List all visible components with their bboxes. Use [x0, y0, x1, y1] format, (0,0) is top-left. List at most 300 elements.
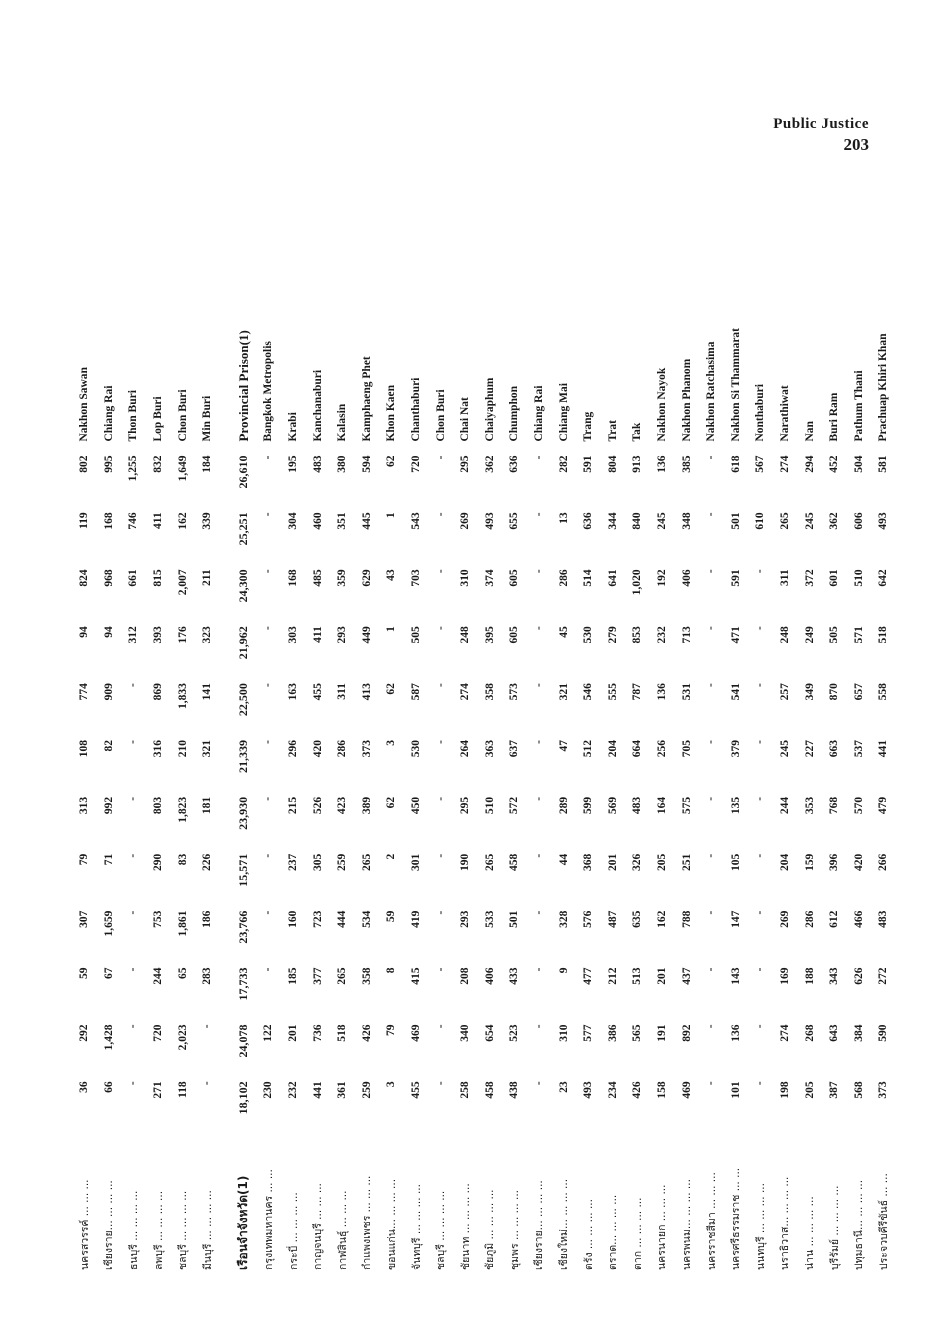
value-cell: 788: [680, 910, 693, 928]
value-cell: -: [262, 512, 275, 517]
value-cell: 629: [360, 569, 373, 587]
value-cell: 471: [729, 626, 742, 644]
value-cell: 248: [459, 626, 472, 644]
value-cell: 483: [311, 455, 324, 473]
value-cell: -: [262, 910, 275, 915]
value-cell: 13: [557, 512, 570, 524]
value-cell: 136: [729, 1024, 742, 1042]
value-cell: 349: [803, 683, 816, 701]
value-cell: -: [262, 853, 275, 858]
value-cell: 591: [582, 455, 595, 473]
value-cell: 577: [582, 1024, 595, 1042]
value-cell: 530: [582, 626, 595, 644]
value-cell: 256: [655, 739, 668, 758]
value-cell: 555: [606, 683, 619, 701]
value-cell: 768: [828, 796, 841, 815]
value-cell: -: [705, 910, 718, 915]
value-cell: 195: [287, 455, 300, 473]
value-cell: 3: [385, 1081, 398, 1088]
value-cell: 567: [754, 455, 767, 473]
value-cell: 59: [78, 967, 91, 980]
value-cell: 136: [655, 683, 668, 701]
value-cell: 373: [877, 1081, 890, 1099]
value-cell: 232: [655, 626, 668, 644]
table-row: [773, 190, 798, 1270]
value-cell: 389: [360, 796, 373, 815]
running-title: Public Justice: [773, 116, 869, 132]
value-cell: -: [754, 796, 767, 801]
thai-label: ตราด... ... ... ...: [607, 1194, 620, 1270]
value-cell: 445: [360, 512, 373, 530]
value-cell: -: [705, 569, 718, 574]
table-row: [699, 190, 724, 1270]
value-cell: 1,649: [176, 455, 189, 482]
value-cell: 610: [754, 512, 767, 530]
value-cell: 321: [557, 683, 570, 701]
english-label: Nakhon Nayok: [655, 367, 668, 442]
value-cell: 736: [311, 1024, 324, 1042]
value-cell: 186: [201, 910, 214, 928]
value-cell: 245: [778, 739, 791, 758]
thai-label: ประจวบคีรีขันธ์ ... ...: [877, 1173, 890, 1270]
english-label: Nakhon Ratchasima: [705, 341, 718, 442]
table-row: [822, 190, 847, 1270]
value-cell: 612: [828, 910, 841, 928]
value-cell: -: [127, 1081, 140, 1086]
thai-label: ชุมพร ... ... ... ...: [508, 1189, 521, 1270]
value-cell: 968: [102, 569, 115, 587]
thai-label: นครนายก ... ... ...: [656, 1184, 669, 1270]
thai-label: ชัยภูมิ ... ... ... ...: [484, 1189, 497, 1270]
value-cell: 82: [102, 739, 115, 752]
value-cell: 501: [729, 512, 742, 530]
value-cell: 286: [803, 910, 816, 928]
value-cell: 184: [201, 455, 214, 473]
value-cell: 654: [483, 1024, 496, 1042]
value-cell: 265: [336, 967, 349, 985]
value-cell: 294: [803, 455, 816, 473]
value-cell: -: [705, 626, 718, 631]
value-cell: -: [532, 1024, 545, 1029]
value-cell: 723: [311, 910, 324, 928]
thai-label: ธนบุรี ... ... ... ...: [127, 1190, 140, 1270]
value-cell: 201: [655, 967, 668, 985]
english-label: Nonthaburi: [754, 384, 767, 442]
value-cell: 483: [631, 796, 644, 815]
value-cell: 67: [102, 967, 115, 980]
thai-label: กำแพงเพชร ... ... ...: [361, 1175, 374, 1270]
value-cell: 18,102: [236, 1081, 251, 1115]
english-label: Chiang Mai: [557, 383, 570, 442]
table-row: [146, 190, 171, 1270]
value-cell: 36: [78, 1081, 91, 1093]
value-cell: 450: [410, 796, 423, 815]
value-cell: 105: [729, 853, 742, 872]
value-cell: 344: [606, 512, 619, 530]
english-label: Buri Ram: [828, 392, 841, 442]
english-label: Krabi: [287, 412, 300, 442]
value-cell: -: [754, 683, 767, 687]
value-cell: 395: [483, 626, 496, 644]
value-cell: 720: [410, 455, 423, 473]
value-cell: 533: [483, 910, 496, 928]
value-cell: 191: [655, 1024, 668, 1042]
value-cell: 455: [311, 683, 324, 701]
value-cell: 190: [459, 853, 472, 872]
value-cell: 570: [852, 796, 865, 815]
value-cell: 362: [828, 512, 841, 530]
thai-label: กรุงเทพมหานคร ... ...: [262, 1169, 275, 1270]
value-cell: 45: [557, 626, 570, 638]
value-cell: 292: [78, 1024, 91, 1042]
value-cell: -: [705, 739, 718, 744]
value-cell: -: [127, 1024, 140, 1029]
thai-label: ชลบุรี ... ... ... ...: [435, 1190, 448, 1270]
value-cell: 406: [483, 967, 496, 985]
value-cell: 664: [631, 739, 644, 758]
value-cell: 531: [680, 683, 693, 701]
value-cell: 268: [803, 1024, 816, 1042]
value-cell: -: [262, 569, 275, 574]
table-body: [72, 190, 896, 1270]
page-header: [773, 116, 869, 155]
value-cell: -: [127, 967, 140, 972]
value-cell: -: [532, 967, 545, 972]
value-cell: -: [532, 796, 545, 801]
thai-label: ชัยนาท ... ... ... ...: [459, 1183, 472, 1270]
value-cell: 636: [582, 512, 595, 530]
value-cell: 62: [385, 683, 398, 695]
value-cell: 24,078: [236, 1024, 251, 1058]
value-cell: 605: [508, 569, 521, 587]
value-cell: 643: [828, 1024, 841, 1042]
value-cell: 477: [582, 967, 595, 985]
value-cell: 83: [176, 853, 189, 866]
value-cell: 227: [803, 739, 816, 758]
english-label: Chiang Rai: [102, 385, 115, 442]
value-cell: 487: [606, 910, 619, 928]
value-cell: 505: [410, 626, 423, 644]
value-cell: 211: [201, 569, 214, 586]
value-cell: 565: [631, 1024, 644, 1042]
thai-label: น่าน ... ... ... ...: [804, 1196, 817, 1270]
value-cell: 466: [852, 910, 865, 928]
value-cell: 373: [360, 739, 373, 758]
value-cell: 293: [336, 626, 349, 644]
value-cell: 62: [385, 796, 398, 809]
value-cell: 312: [127, 626, 140, 644]
value-cell: 406: [680, 569, 693, 587]
value-cell: 815: [152, 569, 165, 587]
value-cell: 396: [828, 853, 841, 872]
value-cell: 449: [360, 626, 373, 644]
value-cell: 705: [680, 739, 693, 758]
table-row: [355, 190, 380, 1270]
value-cell: 444: [336, 910, 349, 928]
value-cell: 348: [680, 512, 693, 530]
table-row: [502, 190, 527, 1270]
value-cell: -: [434, 626, 447, 631]
value-cell: 22,500: [236, 683, 251, 717]
value-cell: 169: [778, 967, 791, 985]
value-cell: 310: [459, 569, 472, 587]
value-cell: 79: [78, 853, 91, 866]
value-cell: 534: [360, 910, 373, 928]
value-cell: 266: [877, 853, 890, 872]
table-row: [551, 190, 576, 1270]
value-cell: 47: [557, 739, 570, 752]
table-row: [576, 190, 601, 1270]
english-label: Chai Nat: [459, 397, 472, 442]
value-cell: 143: [729, 967, 742, 985]
english-label: Thon Buri: [127, 390, 140, 442]
value-cell: -: [532, 853, 545, 858]
table-row: [797, 190, 822, 1270]
value-cell: 657: [852, 683, 865, 701]
value-cell: 568: [852, 1081, 865, 1099]
thai-label: ตาก ... ... ... ...: [631, 1197, 644, 1270]
value-cell: 824: [78, 569, 91, 587]
english-label: Narathiwat: [778, 385, 791, 442]
value-cell: 526: [311, 796, 324, 815]
value-cell: 71: [102, 853, 115, 866]
value-cell: 1,861: [176, 910, 189, 937]
value-cell: 358: [483, 683, 496, 701]
value-cell: 147: [729, 910, 742, 928]
value-cell: 479: [877, 796, 890, 815]
value-cell: 713: [680, 626, 693, 644]
value-cell: 426: [360, 1024, 373, 1042]
thai-label: ตรัง ... ... ... ...: [582, 1199, 595, 1270]
english-label: Chon Buri: [176, 389, 189, 442]
value-cell: 269: [778, 910, 791, 928]
english-label: Chon Buri: [434, 389, 447, 442]
value-cell: 215: [287, 796, 300, 815]
value-cell: 504: [852, 455, 865, 473]
table-row: [256, 190, 281, 1270]
value-cell: 641: [606, 569, 619, 587]
english-label: Provincial Prison(1): [235, 330, 251, 442]
value-cell: 485: [311, 569, 324, 587]
value-cell: 160: [287, 910, 300, 928]
value-cell: 8: [385, 967, 398, 974]
value-cell: 163: [287, 683, 300, 701]
value-cell: -: [434, 1024, 447, 1029]
value-cell: 514: [582, 569, 595, 587]
value-cell: 385: [680, 455, 693, 473]
value-cell: 2: [385, 853, 398, 860]
value-cell: 569: [606, 796, 619, 815]
value-cell: 118: [176, 1081, 189, 1098]
value-cell: 458: [483, 1081, 496, 1099]
value-cell: 101: [729, 1081, 742, 1099]
value-cell: -: [754, 910, 767, 915]
value-cell: 119: [78, 512, 91, 530]
value-cell: 518: [877, 626, 890, 644]
value-cell: 411: [152, 512, 165, 530]
value-cell: -: [754, 853, 767, 858]
value-cell: 79: [385, 1024, 398, 1036]
table-row: [72, 190, 97, 1270]
value-cell: -: [705, 967, 718, 972]
value-cell: 581: [877, 455, 890, 473]
value-cell: 259: [360, 1081, 373, 1099]
value-cell: 141: [201, 683, 214, 701]
thai-label: กระบี่ ... ... ... ...: [287, 1192, 300, 1270]
value-cell: 575: [680, 796, 693, 815]
value-cell: 305: [311, 853, 324, 872]
value-cell: 1,428: [102, 1024, 115, 1051]
value-cell: 210: [176, 739, 189, 758]
value-cell: 43: [385, 569, 398, 581]
value-cell: 21,339: [236, 739, 251, 773]
value-cell: -: [434, 512, 447, 517]
value-cell: 840: [631, 512, 644, 530]
value-cell: 353: [803, 796, 816, 815]
table-row: [428, 190, 453, 1270]
value-cell: 274: [778, 1024, 791, 1042]
value-cell: -: [532, 739, 545, 744]
value-cell: 458: [508, 853, 521, 872]
value-cell: -: [262, 967, 275, 972]
value-cell: 258: [459, 1081, 472, 1099]
value-cell: 992: [102, 796, 115, 815]
value-cell: 66: [102, 1081, 115, 1093]
english-label: Khon Kaen: [385, 384, 398, 442]
value-cell: 307: [78, 910, 91, 928]
value-cell: 853: [631, 626, 644, 644]
value-cell: 523: [508, 1024, 521, 1042]
value-cell: 594: [360, 455, 373, 473]
english-label: Kalasin: [336, 403, 349, 442]
value-cell: 301: [410, 853, 423, 872]
table-row: [170, 190, 195, 1270]
value-cell: 1,659: [102, 910, 115, 937]
value-cell: 192: [655, 569, 668, 587]
value-cell: 746: [127, 512, 140, 530]
value-cell: 546: [582, 683, 595, 701]
value-cell: 626: [852, 967, 865, 985]
table-row: [600, 190, 625, 1270]
value-cell: 343: [828, 967, 841, 985]
table-row: [748, 190, 773, 1270]
value-cell: 587: [410, 683, 423, 701]
value-cell: 512: [582, 739, 595, 758]
value-cell: -: [754, 967, 767, 972]
value-cell: 108: [78, 739, 91, 758]
value-cell: -: [262, 626, 275, 631]
value-cell: 245: [803, 512, 816, 530]
value-cell: -: [434, 853, 447, 858]
thai-label: ลพบุรี ... ... ... ...: [152, 1190, 165, 1270]
value-cell: 303: [287, 626, 300, 644]
value-cell: 510: [852, 569, 865, 587]
value-cell: 803: [152, 796, 165, 815]
value-cell: 510: [483, 796, 496, 815]
total-row: [232, 190, 257, 1270]
value-cell: 601: [828, 569, 841, 587]
rotated-table-container: [72, 190, 892, 1270]
value-cell: -: [532, 455, 545, 460]
value-cell: 558: [877, 683, 890, 701]
value-cell: 122: [262, 1024, 275, 1042]
value-cell: -: [532, 683, 545, 687]
value-cell: 237: [287, 853, 300, 872]
value-cell: 909: [102, 683, 115, 701]
english-label: Prachuap Khiri Khan: [877, 333, 890, 442]
value-cell: 483: [877, 910, 890, 928]
value-cell: 168: [102, 512, 115, 530]
value-cell: 296: [287, 739, 300, 758]
value-cell: 518: [336, 1024, 349, 1042]
value-cell: -: [434, 910, 447, 915]
table-row: [379, 190, 404, 1270]
value-cell: 703: [410, 569, 423, 587]
value-cell: 264: [459, 739, 472, 758]
table-row: [453, 190, 478, 1270]
value-cell: 59: [385, 910, 398, 923]
value-cell: -: [754, 1024, 767, 1029]
english-label: Nakhon Sawan: [78, 367, 91, 442]
value-cell: 573: [508, 683, 521, 701]
table-row: [674, 190, 699, 1270]
value-cell: 44: [557, 853, 570, 866]
value-cell: 272: [877, 967, 890, 985]
english-label: Lop Buri: [152, 396, 165, 442]
value-cell: 870: [828, 683, 841, 701]
value-cell: 269: [459, 512, 472, 530]
value-cell: 351: [336, 512, 349, 530]
value-cell: -: [532, 512, 545, 517]
table-row: [330, 190, 355, 1270]
value-cell: 1: [385, 512, 398, 519]
value-cell: 295: [459, 455, 472, 473]
value-cell: 290: [152, 853, 165, 872]
value-cell: 913: [631, 455, 644, 473]
value-cell: -: [262, 739, 275, 744]
value-cell: 441: [877, 739, 890, 758]
value-cell: 339: [201, 512, 214, 530]
value-cell: 537: [852, 739, 865, 758]
value-cell: 23,766: [236, 910, 251, 944]
english-label: Trang: [582, 411, 595, 442]
value-cell: 591: [729, 569, 742, 587]
value-cell: 204: [778, 853, 791, 872]
thai-label: กาฬสินธุ์ ... ... ...: [336, 1190, 349, 1270]
value-cell: 606: [852, 512, 865, 530]
thai-label: เรือนจำจังหวัด(1): [236, 1175, 251, 1270]
value-cell: -: [262, 455, 275, 460]
value-cell: 205: [803, 1081, 816, 1099]
value-cell: -: [434, 1081, 447, 1086]
value-cell: 265: [483, 853, 496, 872]
english-label: Chaiyaphum: [483, 377, 496, 442]
value-cell: -: [754, 626, 767, 631]
value-cell: 663: [828, 739, 841, 758]
table-row: [527, 190, 552, 1270]
value-cell: -: [705, 796, 718, 801]
value-cell: 358: [360, 967, 373, 985]
english-label: Nakhon Phanom: [680, 358, 693, 442]
value-cell: 460: [311, 512, 324, 530]
value-cell: -: [201, 1024, 214, 1029]
value-cell: 15,571: [236, 853, 251, 887]
thai-label: เชียงราย... ... ... ...: [533, 1180, 546, 1270]
value-cell: 411: [311, 626, 324, 643]
value-cell: -: [201, 1081, 214, 1086]
value-cell: 168: [287, 569, 300, 587]
value-cell: 158: [655, 1081, 668, 1099]
